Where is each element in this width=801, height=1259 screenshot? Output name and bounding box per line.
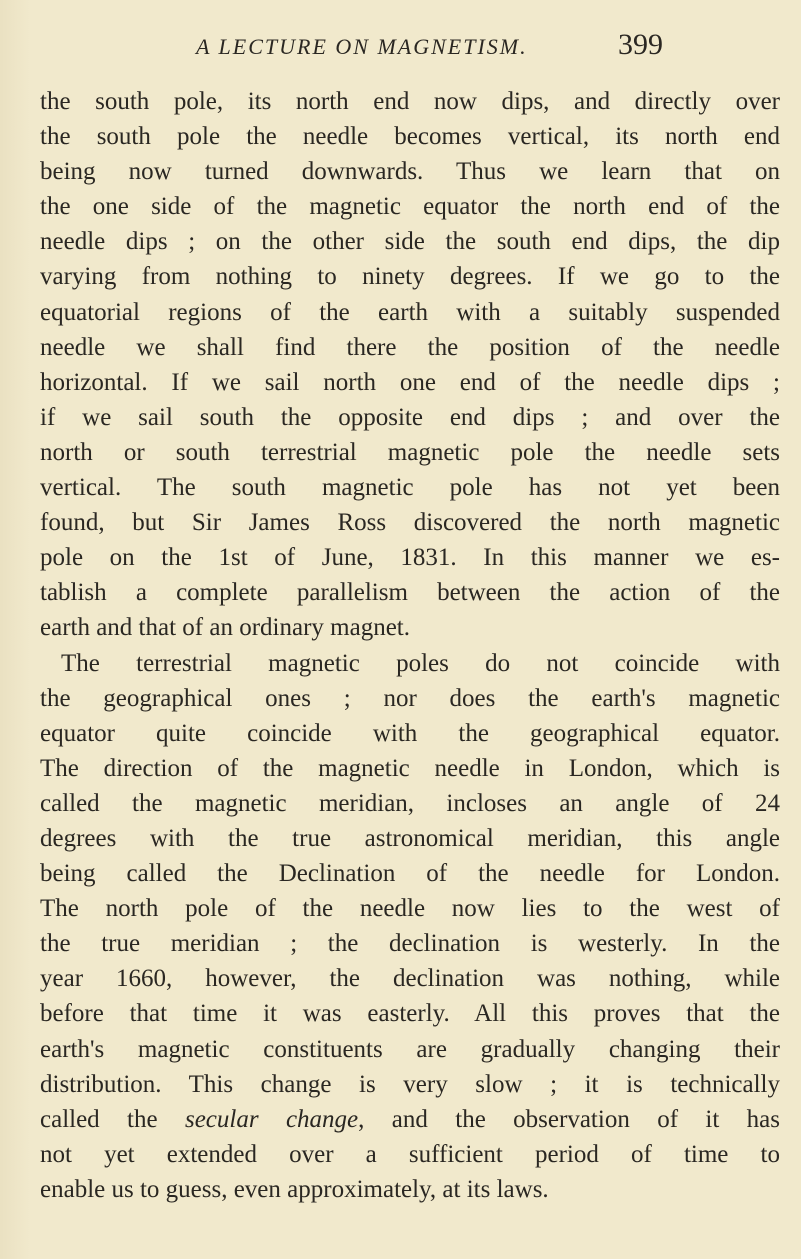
text-line: varying from nothing to ninety degrees. If we go to the (40, 263, 780, 291)
paragraph-first-line: The terrestrial magnetic poles do not coincide with (61, 649, 780, 677)
text-line: degrees with the true astronomical meridian, this angle (40, 824, 780, 852)
running-head (0, 28, 801, 68)
text-line: not yet extended over a sufficient period of time to (40, 1140, 780, 1168)
paragraph-end-line: earth and that of an ordinary magnet. (40, 614, 410, 642)
italic-term: secular change (184, 1105, 359, 1133)
text-line: found, but Sir James Ross discovered the north magnetic (40, 509, 780, 537)
body-text (40, 84, 780, 1207)
text-line: needle we shall find there the position of the needle (40, 333, 780, 361)
text-line: the one side of the magnetic equator the north end of the (40, 193, 780, 221)
text-line: distribution. This change is very slow ; it is technically (40, 1070, 780, 1098)
text-line: the geographical ones ; nor does the earth's magnetic (40, 684, 780, 712)
text-line: the true meridian ; the declination is westerly. In the (40, 930, 780, 958)
text-line: being now turned downwards. Thus we learn that on (40, 158, 780, 186)
text-line: being called the Declination of the needle for London. (40, 860, 780, 888)
text-line: The direction of the magnetic needle in London, which is (40, 754, 780, 782)
text-line: equatorial regions of the earth with a suitably suspended (40, 298, 780, 326)
line-segment: , and the observation of it has (358, 1105, 780, 1133)
text-line: earth's magnetic constituents are gradually changing their (40, 1035, 780, 1063)
text-line: The north pole of the needle now lies to the west of (40, 895, 780, 923)
text-line: the south pole, its north end now dips, and directly over (40, 88, 780, 115)
text-line: pole on the 1st of June, 1831. In this manner we es- (40, 544, 780, 572)
text-line: called the magnetic meridian, incloses an angle of 24 (40, 789, 780, 817)
page-number: 399 (618, 28, 663, 61)
text-line: needle dips ; on the other side the south end dips, the dip (40, 228, 780, 256)
text-line: if we sail south the opposite end dips ; and over the (40, 403, 780, 431)
running-head-title: A LECTURE ON MAGNETISM. (196, 34, 528, 59)
text-line: before that time it was easterly. All this proves that the (40, 1000, 780, 1028)
text-line: equator quite coincide with the geographical equator. (40, 719, 780, 747)
text-line: north or south terrestrial magnetic pole the needle sets (40, 438, 780, 466)
text-line: the south pole the needle becomes vertical, its north end (40, 123, 780, 151)
text-line: year 1660, however, the declination was nothing, while (40, 965, 780, 993)
text-line: tablish a complete parallelism between the action of the (40, 579, 780, 607)
text-line: horizontal. If we sail north one end of the needle dips ; (40, 368, 780, 396)
text-line-with-italic (40, 1102, 780, 1137)
text-line: vertical. The south magnetic pole has not yet been (40, 474, 780, 502)
line-segment: called the (40, 1105, 185, 1133)
paragraph-end-line: enable us to guess, even approximately, at its laws. (40, 1175, 549, 1203)
